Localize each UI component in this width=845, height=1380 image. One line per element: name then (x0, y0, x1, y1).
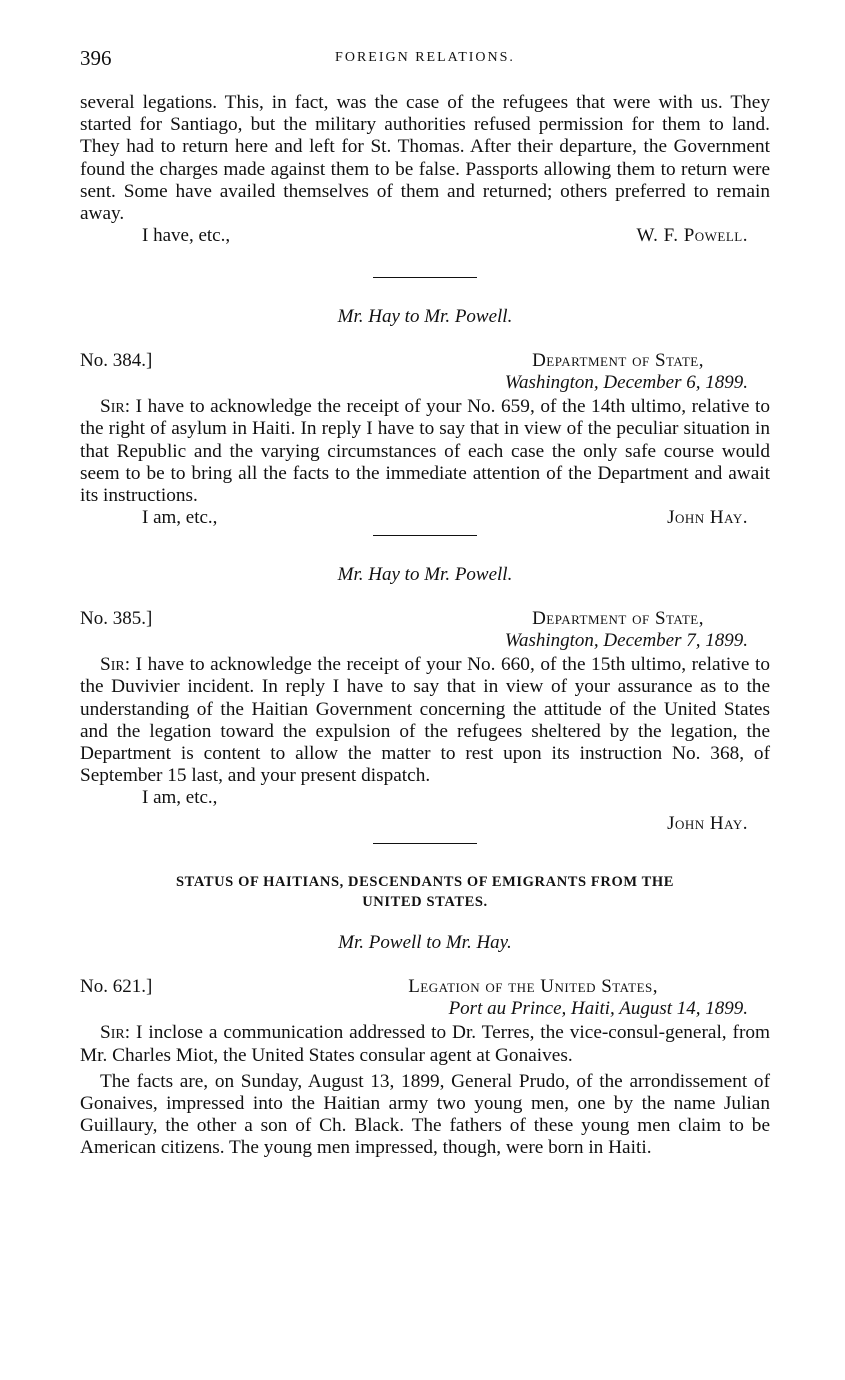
letter2-closing-line (80, 787, 770, 807)
letter2-title: Mr. Hay to Mr. Powell. (337, 564, 513, 586)
letter1-office: Department of State, (532, 350, 704, 372)
letter3-salutation: Sir: (100, 1022, 131, 1044)
running-title: FOREIGN RELATIONS. (335, 50, 515, 65)
letter2-number: No. 385.] (80, 608, 153, 630)
letter3-title: Mr. Powell to Mr. Hay. (338, 932, 512, 954)
letter2-dateline (80, 608, 770, 654)
letter3-dateline (80, 976, 770, 1022)
letter3-office: Legation of the United States, (408, 976, 658, 998)
letter3-body2: The facts are, on Sunday, August 13, 1899, General Prudo, of the arrondissement of Gonaives, impressed into the Haitian army two young men, one by the name Julian Guillaury, the other a son of Ch. Black. The fathers of these young men claim to be American citizens. The young men impressed, though, were born in Haiti. (80, 1070, 770, 1159)
section-title (80, 872, 770, 912)
letter1-dateline (80, 350, 770, 396)
letter1-body (80, 396, 770, 507)
page-content (80, 92, 770, 1160)
letter1-number: No. 384.] (80, 350, 153, 372)
letter1-salutation: Sir: (100, 396, 131, 418)
letter2-place-date: Washington, December 7, 1899. (504, 630, 748, 652)
letter2-office: Department of State, (532, 608, 704, 630)
letter2-text: I have to acknowledge the receipt of your No. 660, of the 15th ultimo, relative to the Duvivier incident. In reply I have to say that in view of your assurance as to the understanding of the Haitian Government concerning the attitude of the United States and the legation toward the expulsion of the refugees sheltered by the legation, the Department is content to allow the matter to rest upon its instruction No. 368, of September 15 last, and your present dispatch. (80, 654, 770, 787)
letter1-closing: I am, etc., (142, 507, 218, 529)
intro-closing: I have, etc., (142, 225, 231, 247)
page-header (80, 46, 770, 72)
intro-signature: W. F. Powell. (636, 225, 748, 247)
letter2-salutation: Sir: (100, 654, 131, 676)
intro-signoff (80, 225, 770, 249)
letter2-body (80, 654, 770, 787)
intro-paragraph: several legations. This, in fact, was the case of the refugees that were with us. They started for Santiago, but the military authorities refused permission for them to land. They had to return here and left for St. Thomas. After their departure, the Government found the charges made against them to be false. Passports allowing them to return were sent. Some have availed themselves of them and returned; others preferred to remain away. (80, 92, 770, 225)
letter2-closing: I am, etc., (142, 787, 218, 809)
section-title-line2: UNITED STATES. (362, 894, 488, 911)
letter3-body (80, 1022, 770, 1066)
letter3-place-date: Port au Prince, Haiti, August 14, 1899. (448, 998, 748, 1020)
letter3-number: No. 621.] (80, 976, 153, 998)
letter1-signoff (80, 507, 770, 531)
letter3-text: I inclose a communication addressed to Dr. Terres, the vice-consul-general, from Mr. Charles Miot, the United States consular agent at Gonaives. (80, 1022, 771, 1066)
letter1-title: Mr. Hay to Mr. Powell. (337, 306, 513, 328)
letter1-signature: John Hay. (667, 507, 748, 529)
letter1-place-date: Washington, December 6, 1899. (504, 372, 748, 394)
letter1-text: I have to acknowledge the receipt of your No. 659, of the 14th ultimo, relative to the right of asylum in Haiti. In reply I have to say that in view of the peculiar situation in that Republic and the varying circumstances of each case the only safe course would seem to be to bring all the facts to the immediate attention of the Department and await its instructions. (80, 396, 770, 507)
letter2-signature: John Hay. (667, 813, 748, 835)
letter2-signoff (80, 807, 770, 835)
page-number: 396 (80, 46, 112, 70)
section-title-line1: STATUS OF HAITIANS, DESCENDANTS OF EMIGRANTS FROM THE (175, 874, 675, 891)
